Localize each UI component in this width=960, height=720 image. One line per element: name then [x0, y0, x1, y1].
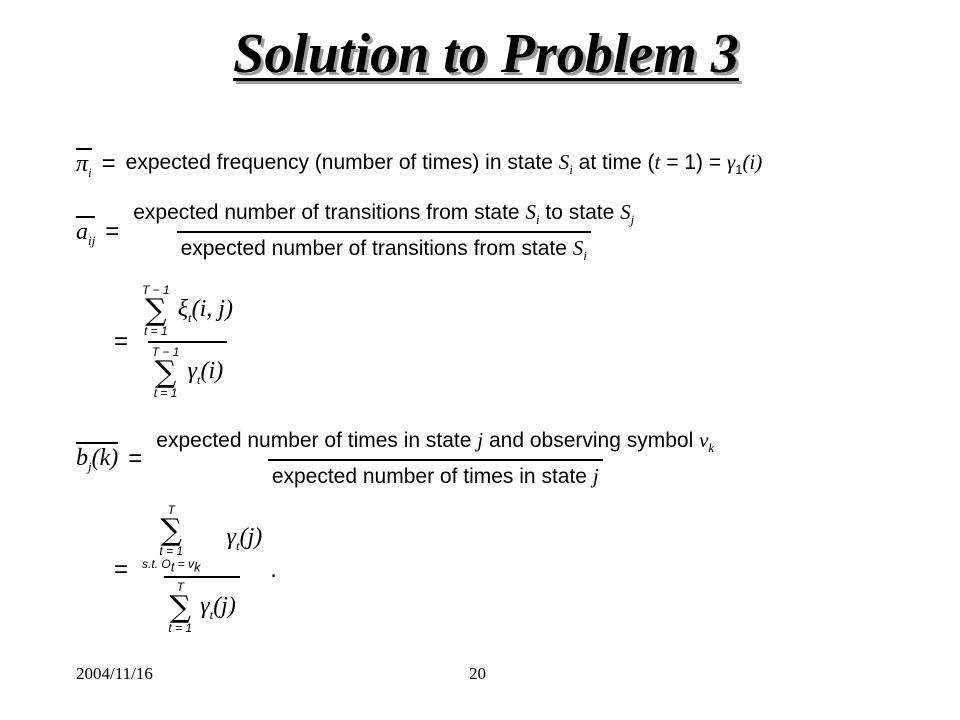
a-word-fraction [129, 200, 638, 264]
a-equation [76, 200, 638, 264]
pi-symbol: $\pi_i$ [76, 148, 92, 181]
equals-sign: = [114, 555, 129, 583]
b-symbol: $b_j(k)$ [76, 442, 118, 475]
b-sum-fraction [138, 504, 266, 635]
a-denominator: expected number of transitions from state $S_i$ [177, 231, 591, 264]
a-sum-equation [104, 284, 237, 400]
period: . [270, 555, 277, 583]
a-sum-numerator: T − 1 ∑ t = 1 $\xi_t(i$, j) [142, 283, 233, 338]
equals-sign: = [114, 328, 129, 355]
b-denominator: expected number of times in state j [268, 459, 603, 489]
a-sum-fraction [138, 284, 237, 400]
slide-date: 2004/11/16 [76, 664, 153, 683]
slide-title: Solution to Problem 3 [233, 23, 739, 85]
a-numerator: expected number of transitions from state $S_i$ to state $S_j$ [133, 200, 635, 228]
sum-condition: s.t. $O_t = v_k$ [142, 557, 201, 575]
sum-operator: T ∑ t = 1 s.t. $O_t = v_k$ [142, 503, 201, 575]
b-numerator: expected number of times in state j and observing symbol $v_k$ [156, 428, 715, 456]
sum-operator: T − 1 ∑ t = 1 [151, 345, 180, 400]
a-symbol: $a_{ij}$ [76, 216, 95, 249]
equals-sign: = [128, 444, 143, 472]
b-word-fraction [152, 428, 718, 489]
sum-operator: T ∑ t = 1 [168, 580, 193, 636]
a-sum-denominator: T − 1 ∑ t = 1 $\gamma_t(i)$ [148, 341, 227, 400]
b-sum-denominator: T ∑ t = 1 $\gamma_t(j)$ [164, 576, 239, 635]
page-number: 20 [469, 664, 486, 683]
b-sum-equation [104, 504, 277, 635]
b-sum-numerator: T ∑ t = 1 s.t. $O_t = v_k$ $\gamma_t(j)$ [142, 503, 263, 575]
sum-operator: T − 1 ∑ t = 1 [142, 283, 170, 338]
pi-definition: expected frequency (number of times) in state $S_i$ at time $(t = 1) = \gamma_1(i)$ [125, 150, 763, 178]
pi-equation [76, 148, 762, 181]
equals-sign: = [101, 150, 116, 178]
b-equation [76, 428, 718, 489]
equals-sign: = [105, 218, 120, 246]
